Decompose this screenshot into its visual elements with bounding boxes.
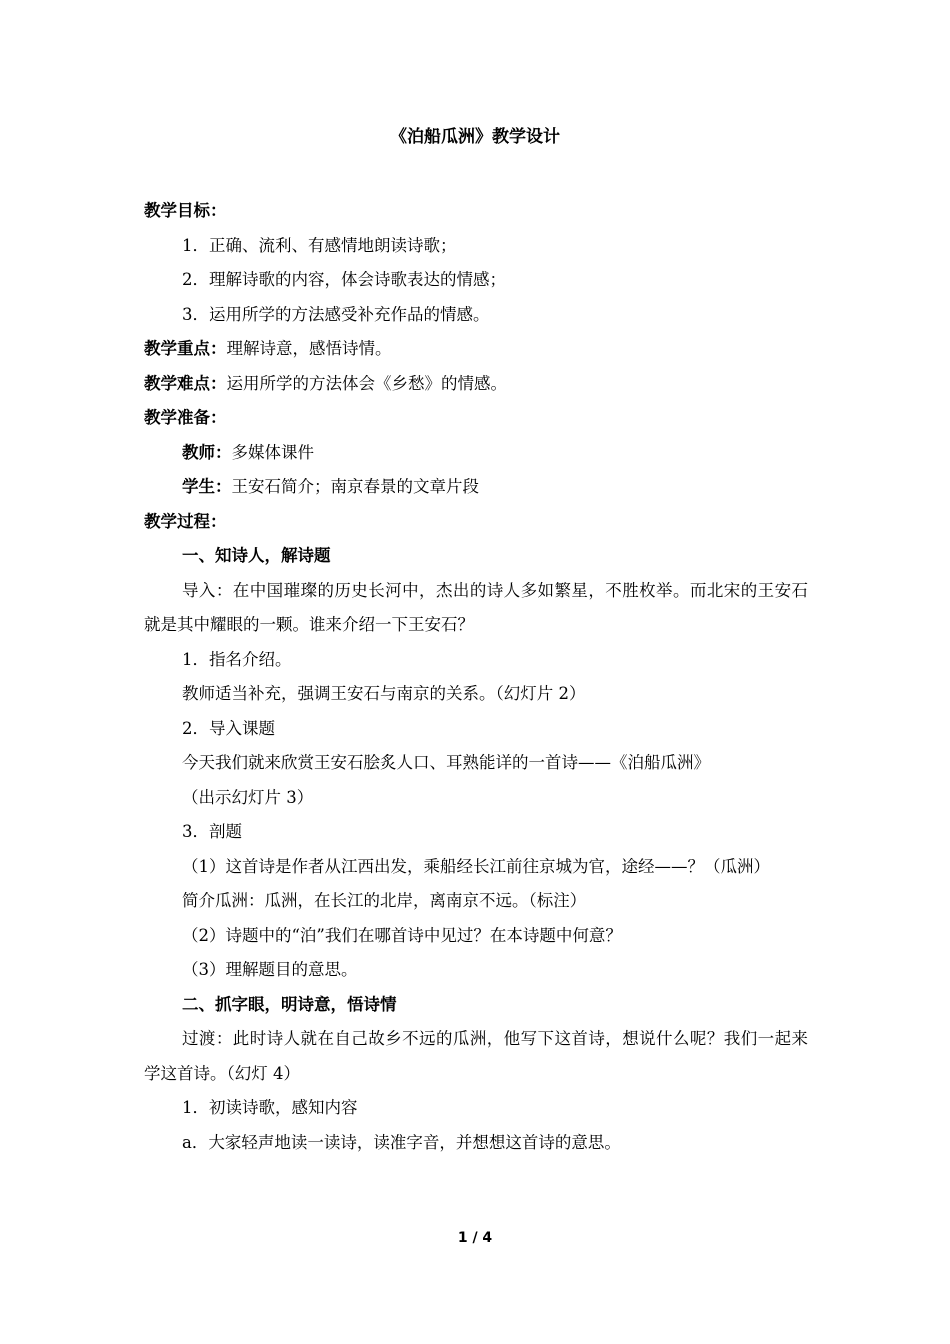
line-text: 理解诗意，感悟诗情。 — [226, 339, 392, 358]
line-text: 简介瓜洲：瓜洲，在长江的北岸，离南京不远。（标注） — [182, 891, 587, 910]
line-text: （1）这首诗是作者从江西出发，乘船经长江前往京城为官，途经——？（瓜洲） — [182, 856, 770, 876]
line-label: 教学目标： — [144, 201, 227, 220]
objective-2 — [144, 263, 808, 298]
step-heading-2 — [144, 988, 808, 1023]
step-1-3 — [144, 815, 808, 850]
step-1-3-guazhou — [144, 884, 808, 919]
step-heading-1 — [144, 539, 808, 574]
line-label: 一、知诗人，解诗题 — [182, 546, 331, 565]
step-1-2-slide — [144, 781, 808, 816]
line-text: 教师适当补充，强调王安石与南京的关系。（幻灯片 2） — [182, 684, 586, 703]
preparation-teacher — [144, 436, 808, 471]
page-number: 1 / 4 — [457, 1230, 493, 1246]
line-text: （3）理解题目的意思。 — [182, 960, 358, 979]
line-text: a．大家轻声地读一读诗，读准字音，并想想这首诗的意思。 — [182, 1132, 621, 1152]
line-text: 2．导入课题 — [182, 718, 275, 738]
step-1-1 — [144, 643, 808, 678]
line-label: 学生： — [182, 477, 232, 496]
line-text: 过渡：此时诗人就在自己故乡不远的瓜洲，他写下这首诗，想说什么呢？我们一起来学这首诗。（幻灯 4） — [144, 1029, 808, 1083]
line-text: 运用所学的方法体会《乡愁》的情感。 — [226, 373, 507, 393]
line-text: 3．剖题 — [182, 822, 242, 841]
document-title: 《泊船瓜洲》教学设计 — [390, 127, 560, 147]
line-text: 2．理解诗歌的内容，体会诗歌表达的情感； — [182, 270, 506, 289]
step-1-2-text — [144, 746, 808, 781]
line-label: 教师： — [182, 442, 232, 462]
line-text: 1．正确、流利、有感情地朗读诗歌； — [182, 235, 457, 255]
line-text: 王安石简介；南京春景的文章片段 — [231, 477, 479, 496]
step-1-3-q2 — [144, 919, 808, 954]
step-1-3-q1 — [144, 850, 808, 885]
section-heading-preparation — [144, 401, 808, 436]
paragraph-transition — [144, 1022, 808, 1091]
line-text: 1．初读诗歌，感知内容 — [182, 1098, 358, 1117]
line-text: 3．运用所学的方法感受补充作品的情感。 — [182, 304, 490, 324]
objective-3 — [144, 298, 808, 333]
key-point — [144, 332, 808, 367]
line-text: 今天我们就来欣赏王安石脍炙人口、耳熟能详的一首诗——《泊船瓜洲》 — [182, 753, 710, 772]
objective-1 — [144, 229, 808, 264]
line-text: （2）诗题中的“泊”我们在哪首诗中见过？在本诗题中何意？ — [182, 925, 622, 945]
step-2-1 — [144, 1091, 808, 1126]
line-label: 教学重点： — [144, 339, 227, 358]
line-label: 教学准备： — [144, 408, 227, 427]
paragraph-intro — [144, 574, 808, 643]
line-label: 教学过程： — [144, 511, 227, 531]
preparation-student — [144, 470, 808, 505]
step-1-3-q3 — [144, 953, 808, 988]
document-body — [144, 194, 808, 1160]
line-text: （出示幻灯片 3） — [182, 787, 314, 807]
line-label: 二、抓字眼，明诗意，悟诗情 — [182, 994, 397, 1014]
section-heading-objectives — [144, 194, 808, 229]
line-text: 导入：在中国璀璨的历史长河中，杰出的诗人多如繁星，不胜枚举。而北宋的王安石就是其中耀眼的一颗。谁来介绍一下王安石？ — [144, 580, 808, 634]
line-text: 多媒体课件 — [231, 442, 314, 462]
difficult-point — [144, 367, 808, 402]
step-2-1-a — [144, 1126, 808, 1161]
line-label: 教学难点： — [144, 373, 227, 393]
line-text: 1．指名介绍。 — [182, 649, 292, 669]
section-heading-process — [144, 505, 808, 540]
step-1-2 — [144, 712, 808, 747]
step-1-1-note — [144, 677, 808, 712]
